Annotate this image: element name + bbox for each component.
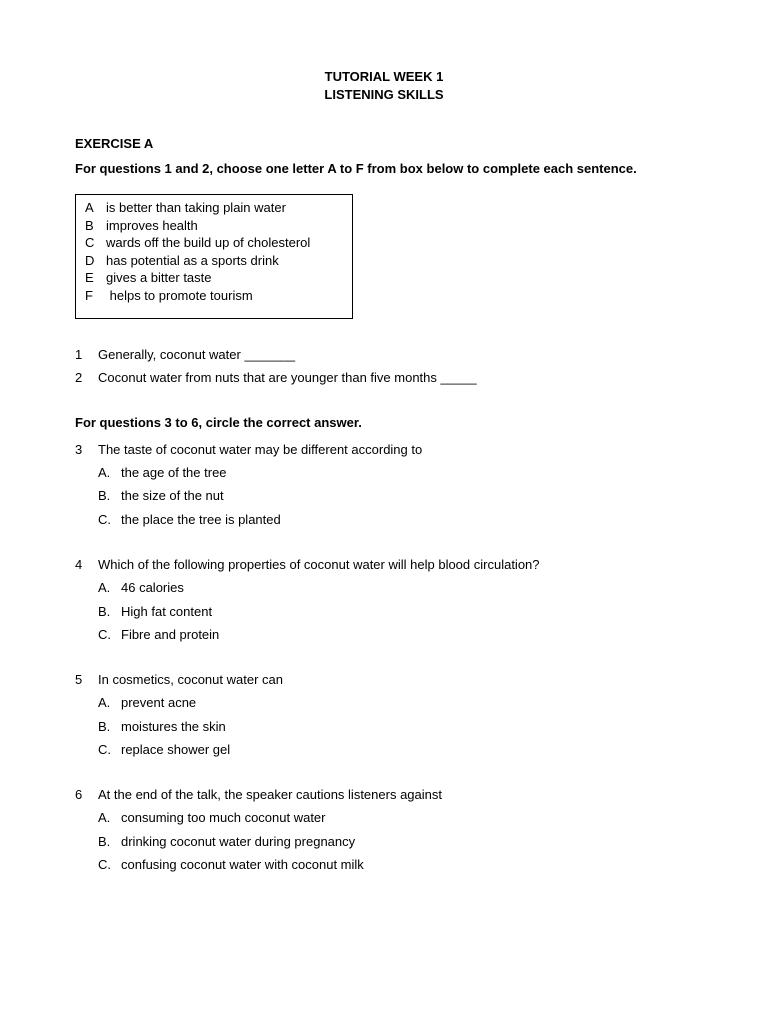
box-option-letter: C — [85, 235, 95, 250]
option-text: the place the tree is planted — [121, 512, 281, 527]
option-text: replace shower gel — [121, 742, 231, 757]
option-text: 46 calories — [121, 580, 184, 595]
question-5-option-c[interactable] — [98, 743, 230, 756]
instruction-questions-1-2: For questions 1 and 2, choose one letter A to F from box below to complete each sentence. — [75, 161, 637, 176]
option-letter: B. — [98, 719, 111, 734]
document-title: TUTORIAL WEEK 1 — [324, 69, 444, 84]
question-5-option-b[interactable] — [98, 720, 226, 733]
question-6 — [75, 788, 442, 801]
box-option-text: helps to promote tourism — [106, 288, 253, 303]
option-text: prevent acne — [121, 695, 197, 710]
option-letter: A. — [98, 810, 111, 825]
question-2 — [75, 371, 477, 384]
answer-options-box — [75, 194, 353, 319]
document-subtitle: LISTENING SKILLS — [324, 87, 444, 102]
option-letter: A. — [98, 580, 111, 595]
question-6-option-a[interactable] — [98, 811, 326, 824]
box-option-text: has potential as a sports drink — [106, 253, 279, 268]
box-option-letter: A — [85, 200, 94, 215]
option-text: High fat content — [121, 604, 213, 619]
exercise-heading: EXERCISE A — [75, 136, 154, 151]
option-letter: C. — [98, 512, 111, 527]
box-option-e — [85, 271, 212, 284]
option-letter: B. — [98, 834, 111, 849]
box-option-letter: B — [85, 218, 94, 233]
option-text: confusing coconut water with coconut milk — [121, 857, 364, 872]
instruction-questions-3-6: For questions 3 to 6, circle the correct answer. — [75, 415, 362, 430]
question-6-option-c[interactable] — [98, 858, 364, 871]
question-4-option-a[interactable] — [98, 581, 184, 594]
option-letter: C. — [98, 627, 111, 642]
question-1 — [75, 348, 295, 361]
box-option-letter: D — [85, 253, 95, 268]
option-text: Fibre and protein — [121, 627, 220, 642]
option-letter: B. — [98, 604, 111, 619]
box-option-text: gives a bitter taste — [106, 270, 212, 285]
option-text: the age of the tree — [121, 465, 227, 480]
question-number: 4 — [75, 557, 83, 572]
question-text: Which of the following properties of coconut water will help blood circulation? — [98, 557, 540, 572]
question-3-option-c[interactable] — [98, 513, 281, 526]
option-letter: A. — [98, 465, 111, 480]
question-4 — [75, 558, 540, 571]
question-text: In cosmetics, coconut water can — [98, 672, 283, 687]
question-number: 1 — [75, 347, 83, 362]
question-3 — [75, 443, 422, 456]
option-text: consuming too much coconut water — [121, 810, 326, 825]
box-option-text: is better than taking plain water — [106, 200, 286, 215]
question-number: 3 — [75, 442, 83, 457]
question-text: Coconut water from nuts that are younger than five months _____ — [98, 370, 477, 385]
question-4-option-b[interactable] — [98, 605, 212, 618]
question-number: 2 — [75, 370, 83, 385]
option-text: the size of the nut — [121, 488, 224, 503]
option-letter: C. — [98, 857, 111, 872]
question-5-option-a[interactable] — [98, 696, 196, 709]
option-letter: C. — [98, 742, 111, 757]
box-option-letter: F — [85, 288, 93, 303]
question-3-option-b[interactable] — [98, 489, 224, 502]
question-text: The taste of coconut water may be different according to — [98, 442, 423, 457]
question-4-option-c[interactable] — [98, 628, 219, 641]
question-3-option-a[interactable] — [98, 466, 227, 479]
box-option-letter: E — [85, 270, 94, 285]
box-option-text: improves health — [106, 218, 198, 233]
box-option-c — [85, 236, 310, 249]
option-letter: B. — [98, 488, 111, 503]
box-option-f — [85, 289, 253, 302]
box-option-a — [85, 201, 286, 214]
question-text: Generally, coconut water _______ — [98, 347, 296, 362]
option-letter: A. — [98, 695, 111, 710]
box-option-b — [85, 219, 198, 232]
question-text: At the end of the talk, the speaker cautions listeners against — [98, 787, 442, 802]
question-number: 6 — [75, 787, 83, 802]
box-option-text: wards off the build up of cholesterol — [106, 235, 311, 250]
option-text: moistures the skin — [121, 719, 226, 734]
box-option-d — [85, 254, 279, 267]
question-number: 5 — [75, 672, 83, 687]
question-6-option-b[interactable] — [98, 835, 355, 848]
question-5 — [75, 673, 283, 686]
option-text: drinking coconut water during pregnancy — [121, 834, 356, 849]
